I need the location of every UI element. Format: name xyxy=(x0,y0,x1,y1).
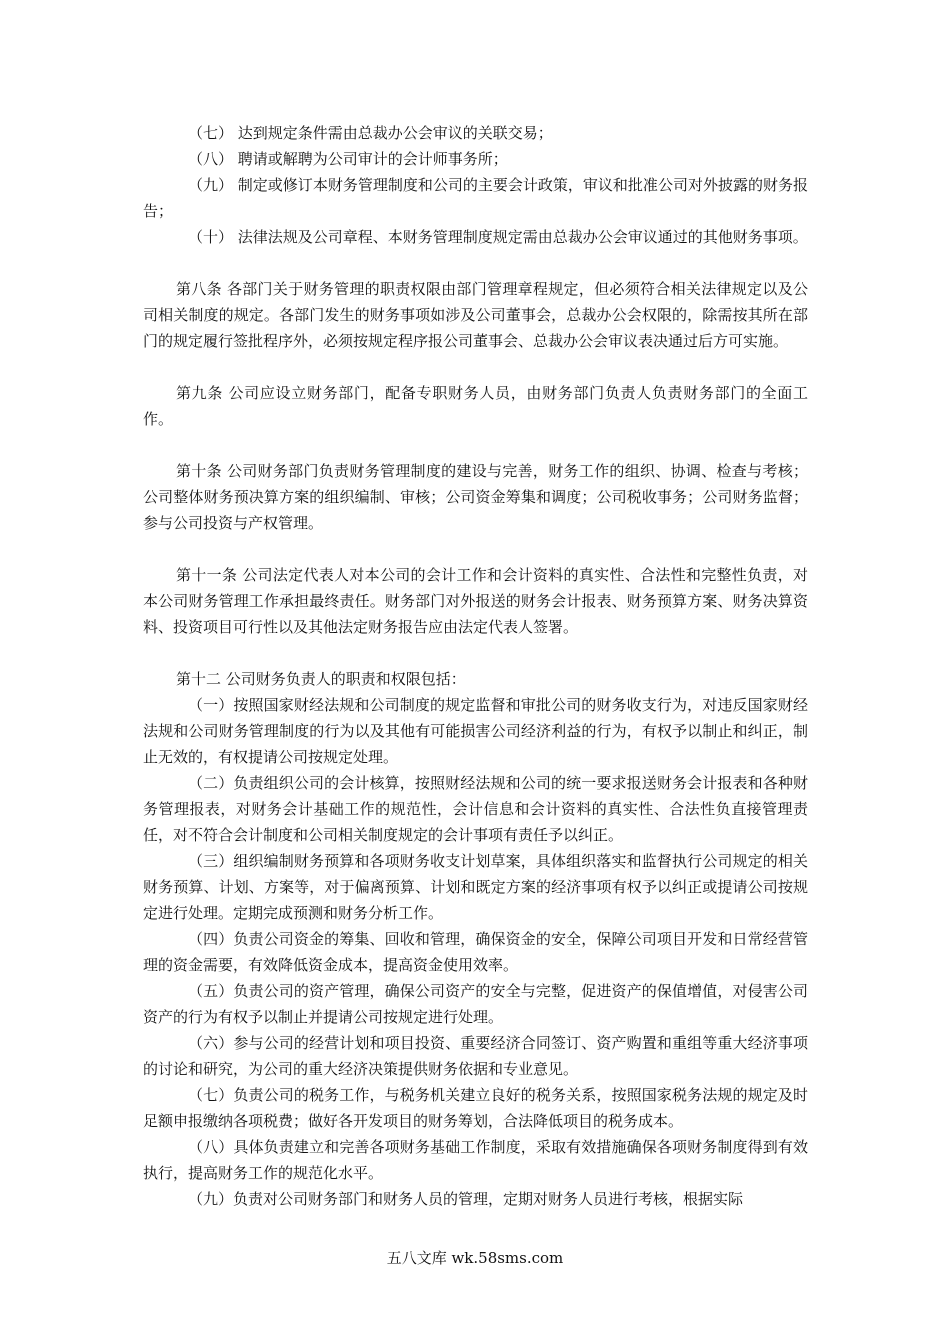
list-item-10-other-matters: （十） 法律法规及公司章程、本财务管理制度规定需由总裁办公会审议通过的其他财务事项。 xyxy=(188,228,808,246)
duty-item-4: （四）负责公司资金的筹集、回收和管理，确保资金的安全，保障公司项目开发和日常经营管理的资金需要，有效降低资金成本，提高资金使用效率。 xyxy=(143,930,808,974)
duty-item-1: （一）按照国家财经法规和公司制度的规定监督和审批公司的财务收支行为，对违反国家财经法规和公司财务管理制度的行为以及其他有可能损害公司经济利益的行为，有权予以制止和纠正，制止无效的，有权提请公司按规定处理。 xyxy=(143,696,808,766)
article-9: 第九条 公司应设立财务部门，配备专职财务人员，由财务部门负责人负责财务部门的全面工作。 xyxy=(143,384,808,428)
list-item-8-auditor: （八） 聘请或解聘为公司审计的会计师事务所； xyxy=(188,150,508,168)
list-item-7-related-transactions: （七） 达到规定条件需由总裁办公会审议的关联交易； xyxy=(188,124,553,142)
duty-item-6: （六）参与公司的经营计划和项目投资、重要经济合同签订、资产购置和重组等重大经济事项的讨论和研究，为公司的重大经济决策提供财务依据和专业意见。 xyxy=(143,1034,808,1078)
duty-item-9: （九）负责对公司财务部门和财务人员的管理，定期对财务人员进行考核，根据实际 xyxy=(188,1190,744,1208)
list-item-9-accounting-policy: （九） 制定或修订本财务管理制度和公司的主要会计政策，审议和批准公司对外披露的财务报告； xyxy=(143,176,808,220)
duty-item-7: （七）负责公司的税务工作，与税务机关建立良好的税务关系，按照国家税务法规的规定及时足额申报缴纳各项税费；做好各开发项目的财务筹划，合法降低项目的税务成本。 xyxy=(143,1086,808,1130)
duty-item-8: （八）具体负责建立和完善各项财务基础工作制度，采取有效措施确保各项财务制度得到有效执行，提高财务工作的规范化水平。 xyxy=(143,1138,808,1182)
duty-item-2: （二）负责组织公司的会计核算，按照财经法规和公司的统一要求报送财务会计报表和各种财务管理报表，对财务会计基础工作的规范性，会计信息和会计资料的真实性、合法性负直接管理责任，对不符合会计制度和公司相关制度规定的会计事项有责任予以纠正。 xyxy=(143,774,808,844)
page-footer-watermark: 五八文库 wk.58sms.com xyxy=(386,1249,564,1267)
article-11: 第十一条 公司法定代表人对本公司的会计工作和会计资料的真实性、合法性和完整性负责，对本公司财务管理工作承担最终责任。财务部门对外报送的财务会计报表、财务预算方案、财务决算资料、投资项目可行性以及其他法定财务报告应由法定代表人签署。 xyxy=(143,566,808,636)
article-10: 第十条 公司财务部门负责财务管理制度的建设与完善，财务工作的组织、协调、检查与考核；公司整体财务预决算方案的组织编制、审核；公司资金筹集和调度；公司税收事务；公司财务监督；参与公司投资与产权管理。 xyxy=(143,462,808,532)
duty-item-3: （三）组织编制财务预算和各项财务收支计划草案，具体组织落实和监督执行公司规定的相关财务预算、计划、方案等，对于偏离预算、计划和既定方案的经济事项有权予以纠正或提请公司按规定进行处理。定期完成预测和财务分析工作。 xyxy=(143,852,808,922)
document-body xyxy=(143,120,808,1212)
article-12-heading: 第十二 公司财务负责人的职责和权限包括： xyxy=(176,670,466,688)
article-8: 第八条 各部门关于财务管理的职责权限由部门管理章程规定，但必须符合相关法律规定以及公司相关制度的规定。各部门发生的财务事项如涉及公司董事会，总裁办公会权限的，除需按其所在部门的规定履行签批程序外，必须按规定程序报公司董事会、总裁办公会审议表决通过后方可实施。 xyxy=(143,280,808,350)
duty-item-5: （五）负责公司的资产管理，确保公司资产的安全与完整，促进资产的保值增值，对侵害公司资产的行为有权予以制止并提请公司按规定进行处理。 xyxy=(143,982,808,1026)
